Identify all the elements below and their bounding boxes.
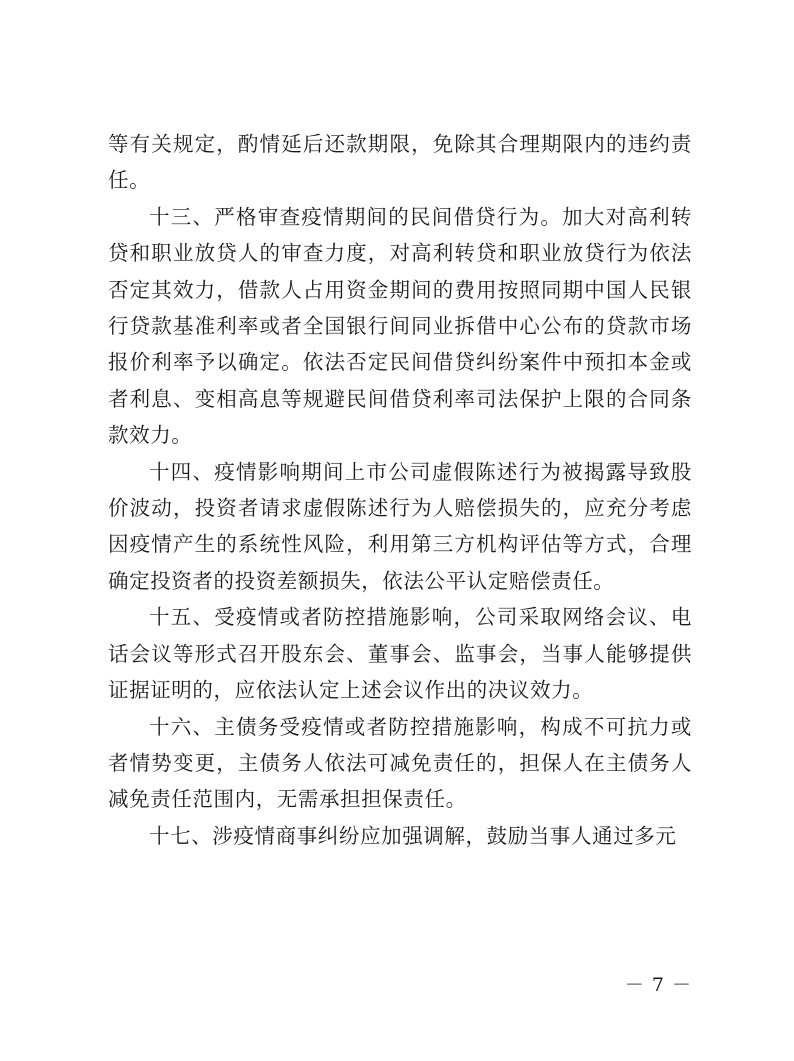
paragraph-article-14: 十四、疫情影响期间上市公司虚假陈述行为被揭露导致股价波动，投资者请求虚假陈述行为人赔偿损失的，应充分考虑因疫情产生的系统性风险，利用第三方机构评估等方式，合理确定投资者的投资差额损失，依法公平认定赔偿责任。	[108, 459, 692, 593]
paragraph-article-15: 十五、受疫情或者防控措施影响，公司采取网络会议、电话会议等形式召开股东会、董事会、监事会，当事人能够提供证据证明的，应依法认定上述会议作出的决议效力。	[108, 605, 692, 703]
paragraph-article-17: 十七、涉疫情商事纠纷应加强调解，鼓励当事人通过多元	[149, 823, 677, 848]
paragraph-article-16: 十六、主债务受疫情或者防控措施影响，构成不可抗力或者情势变更，主债务人依法可减免责任的，担保人在主债务人减免责任范围内，无需承担担保责任。	[108, 714, 692, 812]
body-text	[108, 126, 692, 854]
paragraph-continuation: 等有关规定，酌情延后还款期限，免除其合理期限内的违约责任。	[108, 132, 692, 193]
page-number: － 7 －	[624, 974, 692, 996]
paragraph-article-13: 十三、严格审查疫情期间的民间借贷行为。加大对高利转贷和职业放贷人的审查力度，对高利转贷和职业放贷行为依法否定其效力，借款人占用资金期间的费用按照同期中国人民银行贷款基准利率或者全国银行间同业拆借中心公布的贷款市场报价利率予以确定。依法否定民间借贷纠纷案件中预扣本金或者利息、变相高息等规避民间借贷利率司法保护上限的合同条款效力。	[108, 204, 692, 448]
